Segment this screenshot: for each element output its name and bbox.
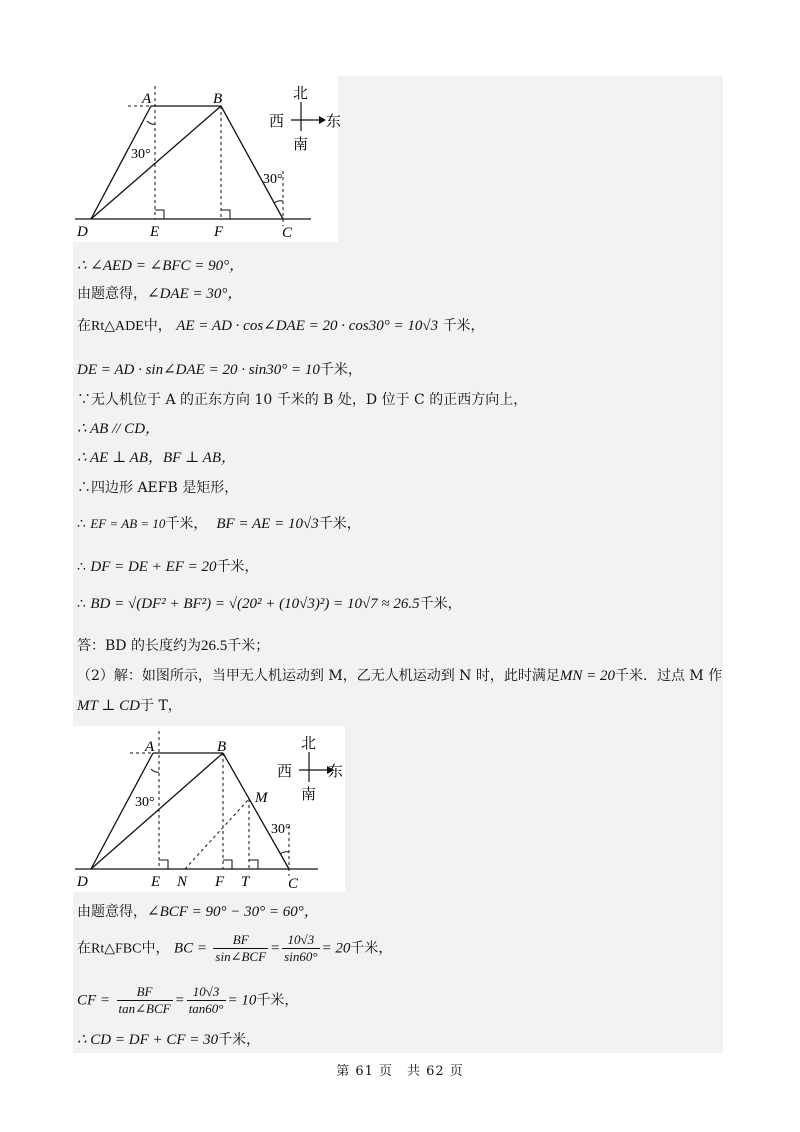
line-12: 答：BD 的长度约为26.5千米； (77, 638, 270, 654)
figure-2 (73, 726, 345, 892)
line-10: ∴ DF = DE + EF = 20千米， (77, 559, 259, 575)
angle-label-A: 30° (131, 147, 151, 162)
label-F: F (215, 874, 225, 890)
solution-content (73, 76, 723, 1053)
line-4: DE = AD · sin∠DAE = 20 · sin30° = 10千米， (77, 362, 362, 378)
line-11: ∴ BD = √(DF² + BF²) = √(20² + (10√3)²) = 10√7 ≈ 26.5千米， (77, 596, 462, 612)
compass-icon (269, 85, 341, 153)
line-15: 由题意得，∠BCF = 90° − 30° = 60°， (77, 904, 319, 920)
line-8: ∴四边形 AEFB 是矩形， (77, 480, 239, 496)
line-17: CF = $\frac{BF}{\text{tan∠BCF}}$ = $\frac{10√3}{\tan 60^\circ}$ = 10千米， (77, 984, 299, 1016)
label-M: M (255, 790, 268, 806)
fraction-bf-sin: $\frac{BF}{\text{sin∠BCF}}$ (215, 932, 267, 964)
line-3: 在Rt△ADE中， AE = AD · cos∠DAE = 20 · cos30° = 10√3 千米， (77, 318, 485, 334)
label-N: N (177, 874, 188, 890)
angle-label-C: 30° (271, 822, 291, 837)
line-1: ∴ ∠AED = ∠BFC = 90°， (77, 258, 245, 274)
figure-1-diagram (73, 76, 342, 242)
compass-icon (277, 735, 343, 803)
label-A: A (142, 91, 152, 107)
compass-north: 北 (301, 736, 317, 752)
line-14: MT ⊥ CD于 T， (77, 698, 182, 714)
page-footer: 第 61 页 共 62 页 (336, 1064, 464, 1079)
label-D: D (77, 874, 88, 890)
label-E: E (151, 874, 161, 890)
label-F: F (214, 224, 224, 240)
compass-south: 南 (301, 787, 317, 803)
compass-west: 西 (269, 114, 285, 130)
line-5: ∵无人机位于 A 的正东方向 10 千米的 B 处，D 位于 C 的正西方向上， (77, 392, 528, 408)
fraction-value-tan: $\frac{10√3}{\tan 60^\circ}$ (188, 984, 224, 1016)
line-16: 在Rt△FBC中， BC = $\frac{BF}{\text{sin∠BCF}}$ = $\frac{10√3}{\sin 60^\circ}$ = 20千米， (77, 932, 393, 964)
figure-1 (73, 76, 342, 242)
line-6: ∴ AB // CD， (77, 421, 161, 437)
line-18: ∴ CD = DF + CF = 30千米， (77, 1032, 261, 1048)
compass-north: 北 (293, 86, 309, 102)
line-7: ∴ AE ⊥ AB，BF ⊥ AB， (77, 450, 236, 466)
compass-east: 东 (326, 114, 342, 130)
compass-west: 西 (277, 764, 293, 780)
label-B: B (217, 739, 227, 755)
label-T: T (241, 874, 250, 890)
angle-label-A: 30° (135, 795, 155, 810)
label-C: C (282, 225, 293, 241)
compass-east: 东 (328, 764, 344, 780)
label-D: D (77, 224, 88, 240)
fraction-bf-tan: $\frac{BF}{\text{tan∠BCF}}$ (118, 984, 171, 1016)
line-9: ∴ EF = AB = 10千米， BF = AE = 10√3千米， (77, 516, 361, 532)
label-C: C (288, 876, 299, 892)
compass-south: 南 (293, 137, 309, 153)
angle-label-C: 30° (263, 172, 283, 187)
line-2: 由题意得，∠DAE = 30°， (77, 286, 243, 302)
line-13: （2）解：如图所示，当甲无人机运动到 M，乙无人机运动到 N 时，此时满足MN = 20千米．过点 M 作 (77, 668, 723, 684)
label-A: A (145, 739, 155, 755)
label-E: E (150, 224, 160, 240)
figure-2-diagram (73, 726, 345, 892)
label-B: B (213, 91, 223, 107)
fraction-value-sin: $\frac{10√3}{\sin 60^\circ}$ (284, 932, 318, 964)
